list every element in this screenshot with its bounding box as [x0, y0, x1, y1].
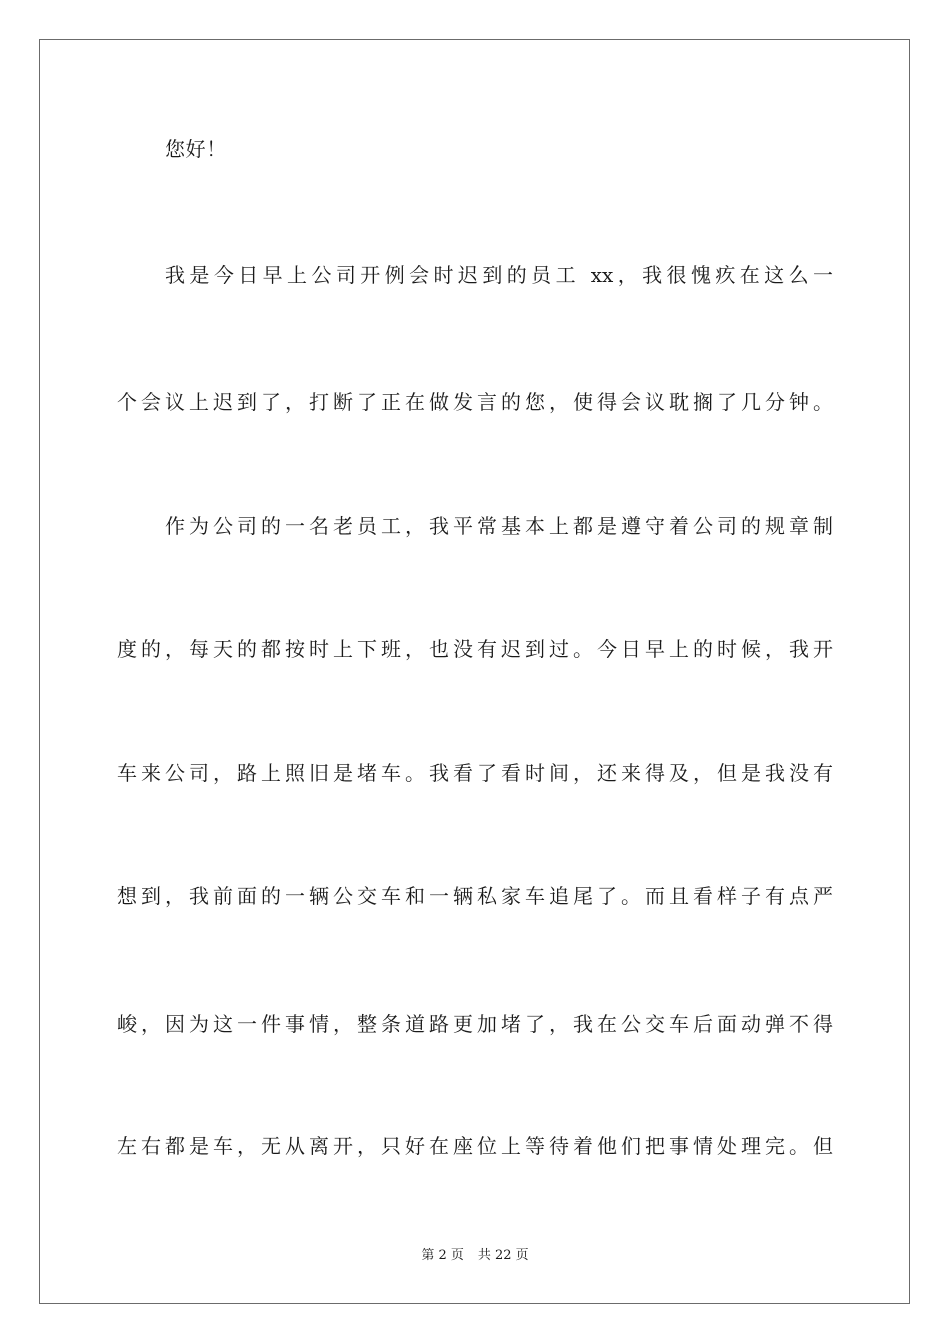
paragraph-line: 作为公司的一名老员工，我平常基本上都是遵守着公司的规章制	[165, 514, 833, 538]
paragraph-line: 度的，每天的都按时上下班，也没有迟到过。今日早上的时候，我开	[117, 637, 833, 661]
paragraph-line: 峻，因为这一件事情，整条道路更加堵了，我在公交车后面动弹不得	[117, 1012, 833, 1036]
paragraph-line: 车来公司，路上照旧是堵车。我看了看时间，还来得及，但是我没有	[117, 761, 833, 785]
page-number: 第 2 页	[421, 1248, 464, 1263]
paragraph-line: 左右都是车，无从离开，只好在座位上等待着他们把事情处理完。但	[117, 1134, 833, 1158]
paragraph-line: 个会议上迟到了，打断了正在做发言的您，使得会议耽搁了几分钟。	[117, 390, 833, 414]
greeting-line: 您好！	[165, 137, 227, 161]
page-border	[39, 39, 910, 1304]
paragraph-line: 想到，我前面的一辆公交车和一辆私家车追尾了。而且看样子有点严	[117, 884, 833, 908]
page-footer	[0, 1247, 950, 1265]
paragraph-line: 我是今日早上公司开例会时迟到的员工 xx，我很愧疚在这么一	[165, 263, 833, 287]
page-total: 共 22 页	[477, 1248, 529, 1263]
